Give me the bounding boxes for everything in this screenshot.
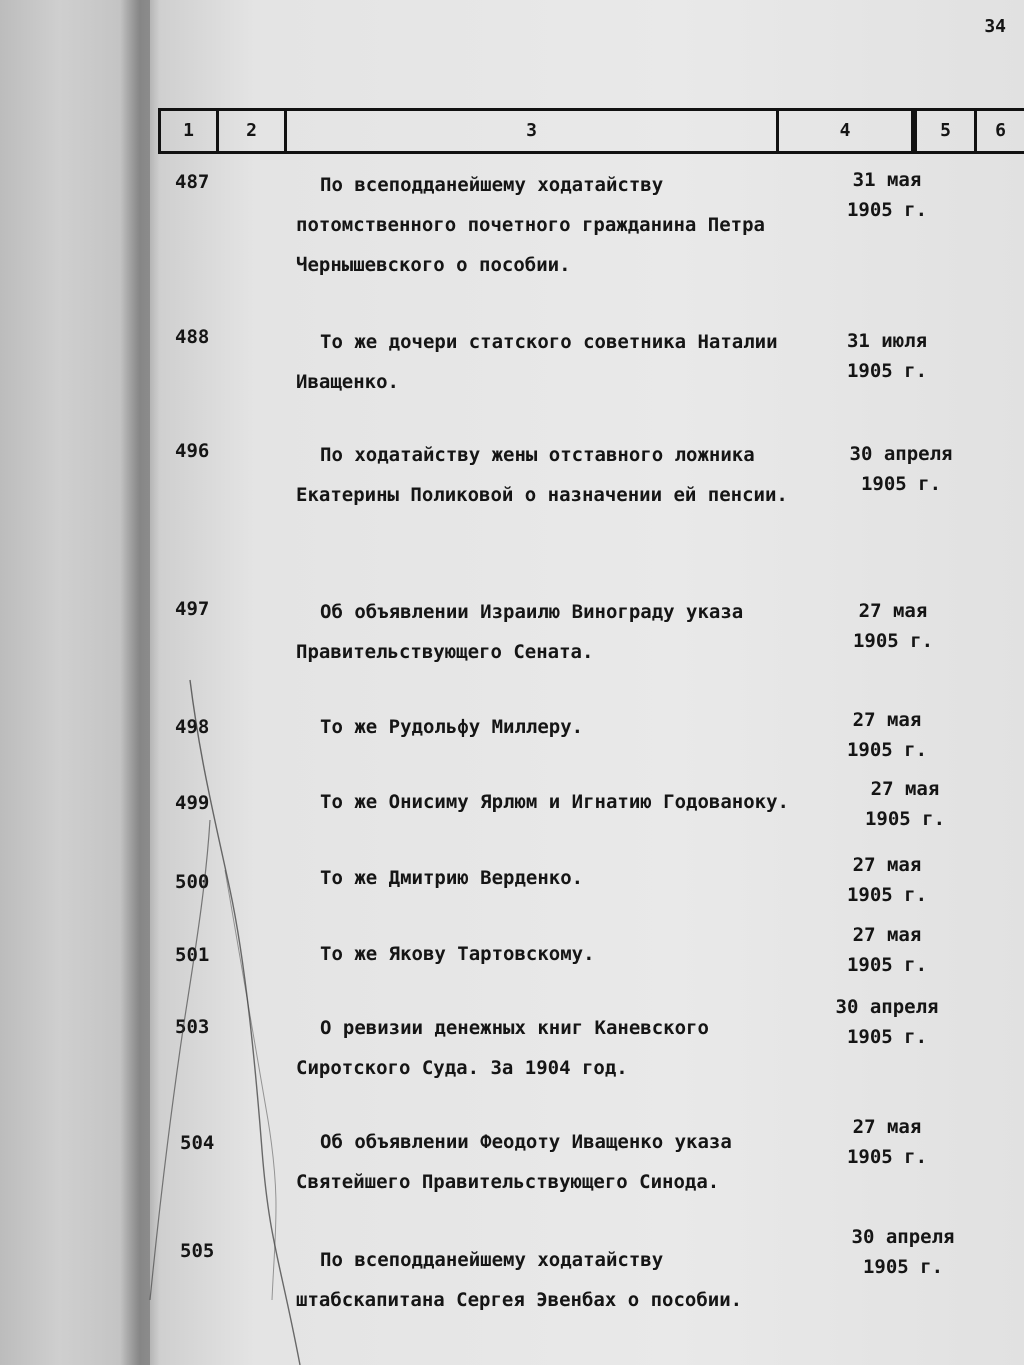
entry-number: 498 [175,716,210,738]
table-header [158,108,1024,154]
entry-description: Об объявлении Израилю Винограду указа Правительствующего Сената. [296,601,744,663]
entry-number: 499 [175,792,210,814]
entry-description: То же Якову Тартовскому. [320,943,595,965]
entry-number: 505 [180,1240,215,1262]
entry-description: Об объявлении Феодоту Иващенко указа Святейшего Правительствующего Синода. [296,1131,732,1193]
entry-description: По ходатайству жены отставного ложника Екатерины Поликовой о назначении ей пенсии. [296,444,788,506]
entry-number: 487 [175,171,210,193]
entry-date: 27 мая 1905 г. [846,854,928,906]
entry-number: 501 [175,944,210,966]
entry-date: 30 апреля 1905 г. [835,996,939,1048]
entry-description: То же Рудольфу Миллеру. [320,716,584,738]
header-col-4: 4 [776,111,914,151]
entry-number: 500 [175,871,210,893]
entry-date: 31 июля 1905 г. [846,330,928,382]
entry-date: 27 мая 1905 г. [846,709,928,761]
entry-date: 27 мая 1905 г. [846,924,928,976]
header-col-1: 1 [158,111,216,151]
page-number: 34 [984,16,1006,37]
header-col-6: 6 [974,111,1024,151]
entry-date: 31 мая 1905 г. [846,169,928,221]
entry-date: 27 мая 1905 г. [852,600,934,652]
entry-description: То же дочери статского советника Наталии Иващенко. [296,331,778,393]
entry-number: 496 [175,440,210,462]
entry-number: 503 [175,1016,210,1038]
entry-description: То же Онисиму Ярлюм и Игнатию Годованоку. [320,791,789,813]
entry-number: 488 [175,326,210,348]
entry-description: То же Дмитрию Верденко. [320,867,584,889]
entry-description: О ревизии денежных книг Каневского Сиротского Суда. За 1904 год. [296,1017,709,1079]
header-col-2: 2 [216,111,284,151]
entry-number: 497 [175,598,210,620]
entry-date: 27 мая 1905 г. [864,778,946,830]
entry-description: По всеподданейшему ходатайству штабскапитана Сергея Эвенбах о пособии. [296,1249,743,1311]
entry-date: 30 апреля 1905 г. [849,443,953,495]
header-col-3: 3 [284,111,776,151]
entry-description: По всеподданейшему ходатайству потомственного почетного гражданина Петра Чернышевского о пособии. [296,174,765,276]
entry-number: 504 [180,1132,215,1154]
entry-date: 27 мая 1905 г. [846,1116,928,1168]
header-col-5: 5 [914,111,974,151]
spine-shadow [120,0,160,1365]
entry-date: 30 апреля 1905 г. [851,1226,955,1278]
